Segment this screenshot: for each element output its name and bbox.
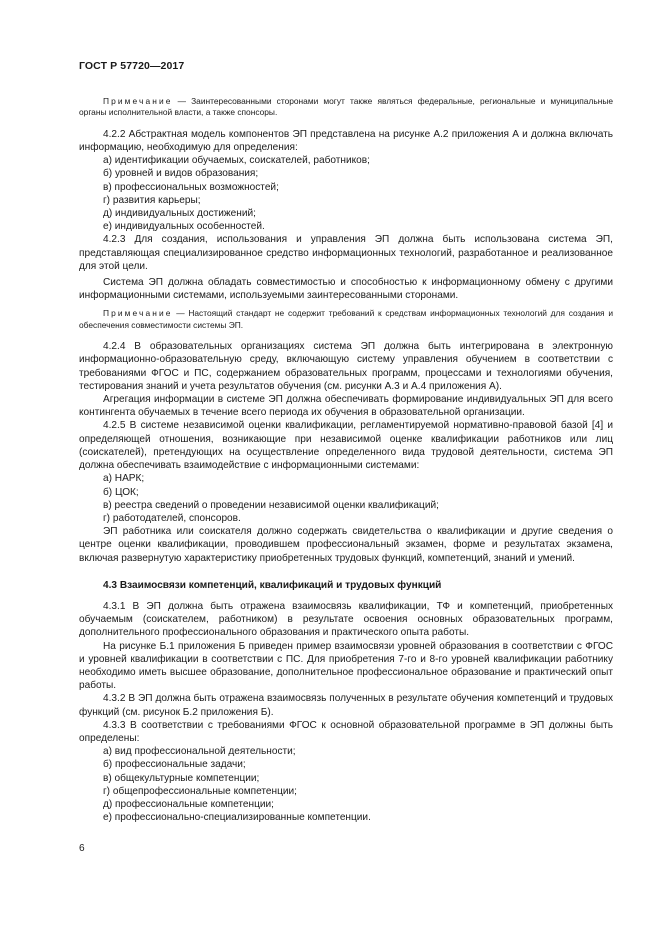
section-heading-4-3: 4.3 Взаимосвязи компетенций, квалификаций и трудовых функций [103, 579, 442, 591]
note-text: — Заинтересованными сторонами могут также являться федеральные, региональные и муниципальные органы исполнительной власти, а также спонсоры. [79, 96, 613, 118]
standard-header: ГОСТ Р 57720—2017 [79, 60, 185, 72]
paragraph-compatibility: Система ЭП должна обладать совместимостью и способностью к информационному обмену с другими информационными системами, используемыми заинтересованными сторонами. [79, 277, 613, 302]
paragraph-4-2-2: 4.2.2 Абстрактная модель компонентов ЭП представлена на рисунке А.2 приложения А и должна включать информацию, необходимую для определения: [79, 128, 613, 154]
list-item: б) профессиональные задачи; [103, 759, 246, 771]
list-item: г) общепрофессиональные компетенции; [103, 785, 297, 797]
paragraph-4-3-3: 4.3.3 В соответствии с требованиями ФГОС к основной образовательной программе в ЭП должны быть определены: [79, 719, 613, 744]
page-number: 6 [79, 843, 85, 854]
list-item: д) профессиональные компетенции; [103, 798, 274, 810]
list-item: в) общекультурные компетенции; [103, 772, 260, 784]
paragraph-worker-portfolio: ЭП работника или соискателя должно содержать свидетельства о квалификации и другие сведения о центре оценки квалификации, проводившем профессиональный экзамен, форме и результатах экзамена, включая развернутую характеристику приобретенных трудовых функций, компетенций, знаний и умений. [79, 526, 613, 564]
note-label: Примечание [103, 308, 173, 319]
note-stakeholders [79, 96, 613, 119]
list-item: е) индивидуальных особенностей. [103, 221, 265, 233]
paragraph-4-2-3: 4.2.3 Для создания, использования и управления ЭП должна быть использована система ЭП, представляющая специализированное средство информационных технологий, разработанное и реализованное для этой цели. [79, 234, 613, 272]
list-item: а) НАРК; [103, 473, 145, 485]
note-text: — Настоящий стандарт не содержит требований к средствам информационных технологий для создания и обеспечения совместимости системы ЭП. [79, 308, 613, 330]
list-item: г) работодателей, спонсоров. [103, 512, 241, 524]
list-item: в) реестра сведений о проведении независимой оценки квалификаций; [103, 499, 439, 511]
paragraph-4-2-5: 4.2.5 В системе независимой оценки квалификации, регламентируемой нормативно-правовой базой [4] и определяющей отношения, возникающие при независимой оценке квалификации работников или лиц (соискателей), претендующих на осуществление определенного вида трудовой деятельности, система ЭП должна обеспечивать взаимодействие с информационными системами: [79, 420, 613, 472]
paragraph-aggregation: Агрегация информации в системе ЭП должна обеспечивать формирование индивидуальных ЭП для всего контингента обучаемых в течение всего периода их обучения в образовательной организации. [79, 394, 613, 419]
note-label: Примечание [103, 96, 173, 106]
note-it-tools [79, 308, 613, 331]
paragraph-4-3-2: 4.3.2 В ЭП должна быть отражена взаимосвязь полученных в результате обучения компетенций и трудовых функций (см. рисунок Б.2 приложения Б). [79, 693, 613, 718]
list-item: а) идентификации обучаемых, соискателей, работников; [103, 155, 370, 167]
list-item: б) ЦОК; [103, 486, 139, 498]
paragraph-4-2-4: 4.2.4 В образовательных организациях система ЭП должна быть интегрирована в электронную информационно-образовательную среду, включающую систему управления обучением в соответствии с требованиями ФГОС и ПС, содержанием образовательных программ, процессами и технологиями обучения, тестирования знаний и учета результатов обучения (см. рисунки А.3 и А.4 приложения А). [79, 341, 613, 392]
list-item: а) вид профессиональной деятельности; [103, 746, 296, 758]
list-item: д) индивидуальных достижений; [103, 208, 256, 220]
list-item: г) развития карьеры; [103, 194, 201, 206]
list-item: б) уровней и видов образования; [103, 168, 259, 180]
paragraph-4-3-1: 4.3.1 В ЭП должна быть отражена взаимосвязь квалификации, ТФ и компетенций, приобретенных обучаемым (соискателем, работником) в результате освоения основных образовательных программ, дополнительного профессионального образования и практического опыта работы. [79, 600, 613, 639]
paragraph-figure-b1: На рисунке Б.1 приложения Б приведен пример взаимосвязи уровней образования в соответствии с ФГОС и уровней квалификации в соответствии с ПС. Для приобретения 7-го и 8-го уровней квалификации работнику необходимо иметь высшее образование, дополнительное профессиональное образование и практический опыт работы. [79, 640, 613, 692]
list-item: в) профессиональных возможностей; [103, 181, 279, 193]
list-item: е) профессионально-специализированные компетенции. [103, 812, 371, 824]
